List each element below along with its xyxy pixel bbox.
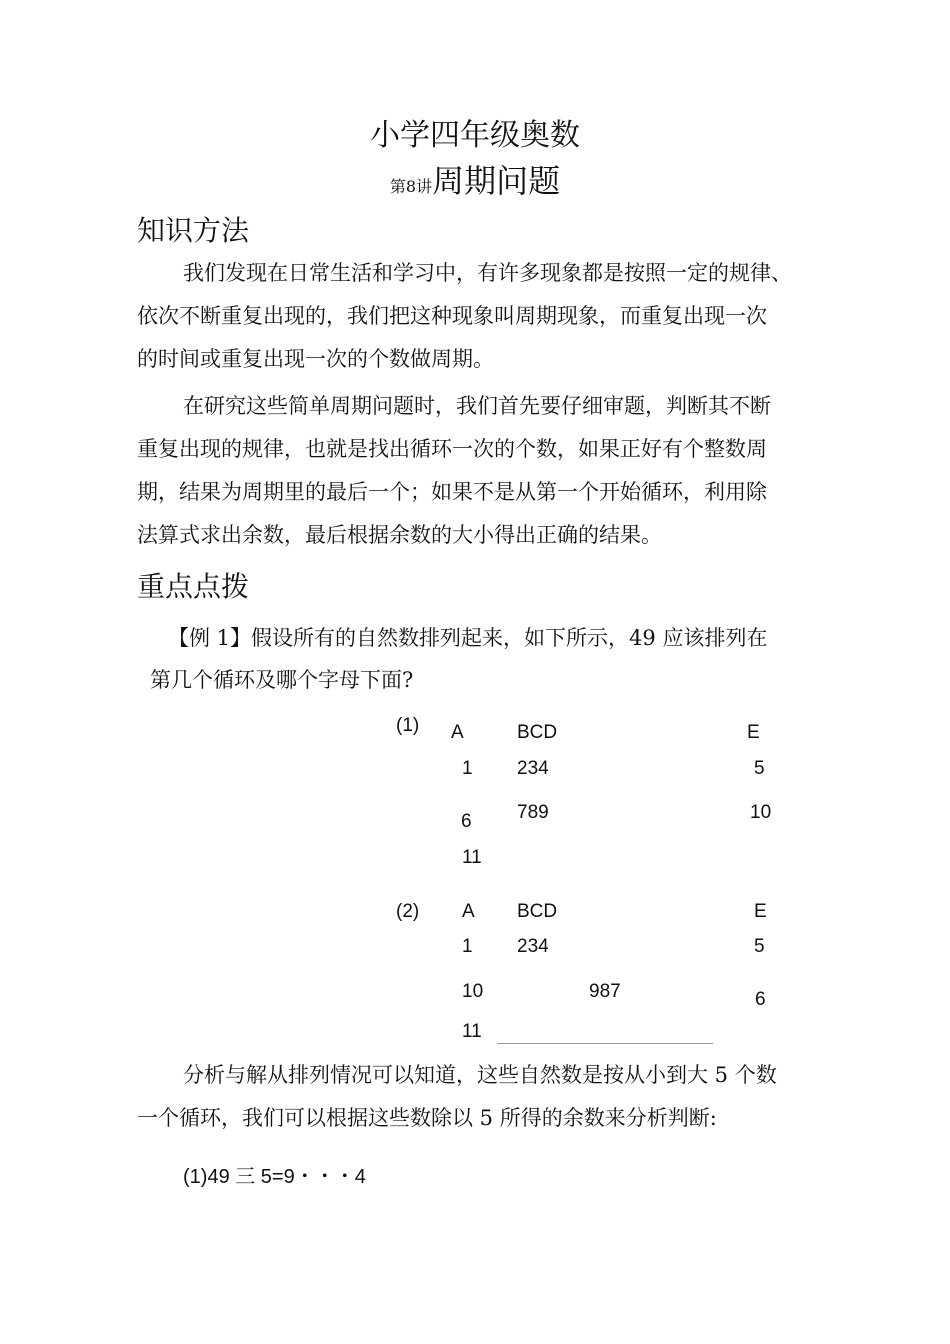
paragraph-analysis <box>137 1054 777 1140</box>
lesson-heading <box>0 156 950 202</box>
analysis-formula: (1)49 三 5=9・・・4 <box>183 1166 366 1188</box>
paragraph-line: 期，结果为周期里的最后一个；如果不是从第一个开始循环，利用除 <box>137 480 767 504</box>
table1-label: (1) <box>396 715 420 736</box>
example-1-line-1 <box>168 622 767 652</box>
paragraph-line: 分析与解从排列情况可以知道，这些自然数是按从小到大 5 个数 <box>183 1063 777 1087</box>
table1-col-a: A <box>451 722 464 743</box>
paragraph-line: 法算式求出余数，最后根据余数的大小得出正确的结果。 <box>137 523 662 547</box>
table1-r2-bcd: 789 <box>517 802 549 823</box>
table1-col-e: E <box>747 722 760 743</box>
paragraph-line: 一个循环，我们可以根据这些数除以 5 所得的余数来分析判断: <box>137 1106 717 1130</box>
table2-col-a: A <box>462 901 475 922</box>
table2-col-e: E <box>754 901 767 922</box>
example-text: 假设所有的自然数排列起来，如下所示，49 应该排列在 <box>251 626 768 650</box>
table2-label: (2) <box>396 901 420 922</box>
table2-r2-a: 10 <box>462 981 484 1002</box>
paragraph-line: 我们发现在日常生活和学习中，有许多现象都是按照一定的规律、 <box>183 261 792 285</box>
document-title: 小学四年级奥数 <box>370 118 580 153</box>
table2-r2-e: 6 <box>755 989 766 1010</box>
lesson-number: 第8讲 <box>389 177 433 196</box>
table2-r2-mid: 987 <box>589 981 621 1002</box>
example-1-line-2: 第几个循环及哪个字母下面? <box>150 668 414 692</box>
paragraph-line: 重复出现的规律，也就是找出循环一次的个数，如果正好有个整数周 <box>137 437 767 461</box>
table2-rule <box>497 1043 713 1044</box>
example-label: 【例 1】 <box>168 626 252 650</box>
table2-r1-e: 5 <box>754 936 765 957</box>
table2-r1-a: 1 <box>462 936 473 957</box>
table1-r2-e: 10 <box>750 802 772 823</box>
section-heading-key-points: 重点点拨 <box>137 570 250 603</box>
table1-col-bcd: BCD <box>517 722 558 743</box>
paragraph-line: 的时间或重复出现一次的个数做周期。 <box>137 347 494 371</box>
table1-r1-bcd: 234 <box>517 758 549 779</box>
paragraph-line: 在研究这些简单周期问题时，我们首先要仔细审题，判断其不断 <box>183 394 771 418</box>
table2-col-bcd: BCD <box>517 901 558 922</box>
table2-r3-a: 11 <box>462 1021 482 1042</box>
table1-r3-a: 11 <box>462 847 482 868</box>
paragraph-definition <box>137 252 792 381</box>
lesson-title: 周期问题 <box>432 162 561 200</box>
table1-r1-a: 1 <box>462 758 473 779</box>
table1-r1-e: 5 <box>754 758 765 779</box>
table2-r1-bcd: 234 <box>517 936 549 957</box>
section-heading-knowledge: 知识方法 <box>137 214 250 247</box>
paragraph-method <box>137 385 771 557</box>
table1-r2-a: 6 <box>461 811 472 832</box>
paragraph-line: 依次不断重复出现的，我们把这种现象叫周期现象，而重复出现一次 <box>137 304 767 328</box>
